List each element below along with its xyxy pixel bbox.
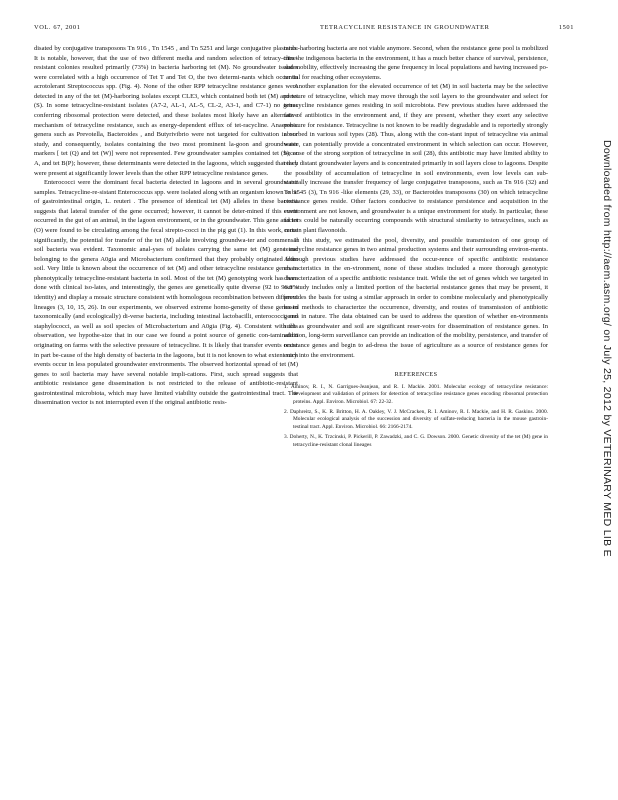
download-watermark: [603, 140, 615, 800]
body-paragraph: tance-harboring bacteria are not viable anymore. Second, when the resistance gene pool is mobilized into the indigenous bacteria in the environment, it has a much better chance of survival, persistence, and mobility, effectively increasing the gene frequency in local populations and having increased po-tential for reaching other ecosystems.: [284, 45, 548, 81]
page-number: 1501: [558, 24, 574, 31]
left-column: [34, 44, 298, 408]
right-column: [284, 44, 548, 451]
body-paragraph: disated by conjugative transposons Tn 916 , Tn 1545 , and Tn 5251 and large conjugative plasmids. It is notable, however, that the use of two different media and random selection of tetracy-cline-resistant colonies resulted primarily (73%) in bacteria harboring tet (M). No groundwater isolates were correlated with a high occurrence of Tet T and Tet O, the two determi-nants which occur in acrotolerant Streptococcus spp. (Fig. 4). None of the other RPP tetracycline resistance genes were detected in any of the tet (M)-harboring isolates except CLE3, which contained both tet (M) and tet (S). In some tetracycline-resistant isolates (A7-2, AL-1, AL-5, CL-2, A3-1, and C7-1) no genes conferring ribosomal protection were detected, and these isolates most likely have an alternative mechanism of tetracycline resistance, such as energy-dependent efflux of tet-racycline. Anaerobic genera such as Prevotella, Bacteroides , and Butyrivibrio were not targeted for cultivation in our study, and consequently, isolates containing the two most prominent la-goon and groundwater markers [ tet (Q) and tet (W)] were not represented. Few groundwater samples contained tet (S), or A, and tet B(P); however, these determinants were detected in the lagoons, which suggested that they were present at significantly lower levels than the other RPP tetracycline resistance genes.: [34, 45, 298, 177]
body-paragraph: Enterococci were the dominant fecal bacteria detected in lagoons and in several groundwater samples. Tetracycline-re-sistant Enterococcus spp. were isolated along with an organism known to be of gastrointestinal origin, L. reuteri . The presence of identical tet (M) alleles in these bacteria suggests that lateral transfer of the gene occurred; however, it cannot be deter-mined if this event occurred in the gut of an animal, in the lagoon environment, or in the groundwater. This gene and tet (O) were found to be circulating among the fecal strepto-cocci in the pig gut (1). In this work, more significantly, the potential for transfer of the tet (M) allele involving groundwa-ter and commensal soil bacteria was evident. Taxonomic anal-yses of isolates carrying the same tet (M) gene and belonging to the genera A0gia and Microbacterium confirmed that they probably originated from soil. Very little is known about the occurrence of tet (M) and other tetracycline resistance genes in phenotypically tetracycline-resistant bacteria in soil. Most of the tet (M) genotyping work has been done with clinical iso-lates, and interestingly, the genes are genetically quite diverse (92 to 96.8% identity) and display a mosaic structure consistent with homologous recombination between different lineages (3, 10, 15, 26). In our experiments, we observed extreme homo-geneity of these genes in taxonomically (and ecologically) di-verse bacteria, including intestinal lactobacilli, enterococci, and staphylococci, as well as soil species of Microbacterium and A0gia (Fig. 4). Consistent with this observation, we hypothe-size that in our case we found a point source of genetic con-tamination originating on farms with the selective pressure of tetracycline. It is likely that transfer events occur in part be-cause of the high density of bacteria in the lagoons, but it is not known to what extent such events occur in less populated groundwater environments. The observed horizontal spread of tet (M) genes to soil bacteria may have several notable impli-cations. First, such spread suggests that antibiotic resistance gene dissemination is not restricted to the release of antibiotic-resistant gastrointestinal microbiota, which may have limited viability outside the gastrointestinal tract. The dissemination vector is not interrupted even if the original antibiotic resis-: [34, 179, 298, 407]
reference-item: 1. Aminov, R. I., N. Garrigues-Jeanjean, and R. I. Mackie. 2001. Molecular ecology of tetracycline resistance: development and validation of primers for detection of tetracycline resistance genes encoding ribosomal protection proteins. Appl. Environ. Microbiol. 67: 22-32.: [284, 383, 548, 406]
references-list: [284, 384, 548, 450]
body-paragraph: Another explanation for the elevated occurrence of tet (M) in soil bacteria may be the selective pressure of tetracycline, which may move through the soil layers to the groundwater and select for tetracycline resistance genes residing in soil microbiota. Few previous studies have addressed the fate of antibiotics in the environment and, if they are present, whether they exert any selective pressure for resistance. Tetracycline is not known to be readily degradable and is reportedly strongly absorbed in various soil types (28). Thus, along with the con-stant input of tetracycline via animal waste, can potentially provide a concentrated environment in which selection can occur. However, because of the strong sorption of tetracycline in soil (28), this antibiotic may have limited ability to reach distant groundwater layers and is concentrated primarily in soil layers close to lagoons. Despite the possibility of accumulation of tetracycline in soil environments, even low levels can sub-stantially increase the transfer frequency of large conjugative transposons, such as Tn 916 (32) and Tn 1545 (3), Tn 916 -like elements (29, 33), or Bacteroides transposons (30) on which tetracycline resistance genes reside. Other factors conducive to resistance persistence and acquisition in the environment are not known, and groundwater is a unique environment for study. In particular, these factors could be naturally occurring compounds with structural similarity to tetracyclines, such as certain plant flavonoids.: [284, 83, 548, 234]
reference-item: 2. Daphreitz, S., K. R. Britton, H. A. Oakley, V. J. McCracken, R. I. Aminov, R. I. Mackie, and H. R. Gaskins. 2000. Molecular ecological analysis of the succession and diversity of sulfate-reducing bacteria in the mouse gastroin-testinal tract. Appl. Environ. Microbiol. 66: 2166-2174.: [284, 408, 548, 431]
reference-item: 3. Doherty, N., K. Trzcinski, P. Pickerill, P. Zawadzki, and C. G. Dowson. 2000. Genetic diversity of the tet (M) gene in tetracycline-resistant clonal lineages: [284, 433, 548, 448]
download-watermark-text: Downloaded from http://aem.asm.org/ on July 25, 2012 by VETERINARY MED LIB E: [601, 140, 613, 557]
body-paragraph: In this study, we estimated the pool, diversity, and possible transmission of one group of tetracycline resistance genes in two animal production systems and their surrounding environ-ments. Although previous studies have addressed the occur-rence of specific antibiotic resistance characteristics in the en-vironment, none of these studies included a more thorough genotypic characterization of a specific antibiotic resistance trait. While the set of genes which we targeted in our study includes only a limited portion of the bacterial resistance genes that may be present, it provides the basis for using a similar approach in order to combine molecularly and phenotypically based methods to characterize the occurrence, diversity, and routes of transmission of antibiotic genes in nature. The data obtained can be used to address the question of whether en-vironments such as groundwater and soil are significant reser-voirs for dissemination of resistance genes. In addition, long-term surveillance can provide an indication of the mobility, persistence, and transfer of resistance genes and begin to ad-dress the issue of agriculture as a source of resistance genes for entry into the environment.: [284, 236, 548, 359]
references-heading: REFERENCES: [394, 371, 438, 379]
running-head-volume: VOL. 67, 2001: [34, 24, 81, 31]
running-head: [34, 24, 574, 36]
running-head-title: TETRACYCLINE RESISTANCE IN GROUNDWATER: [320, 24, 490, 31]
